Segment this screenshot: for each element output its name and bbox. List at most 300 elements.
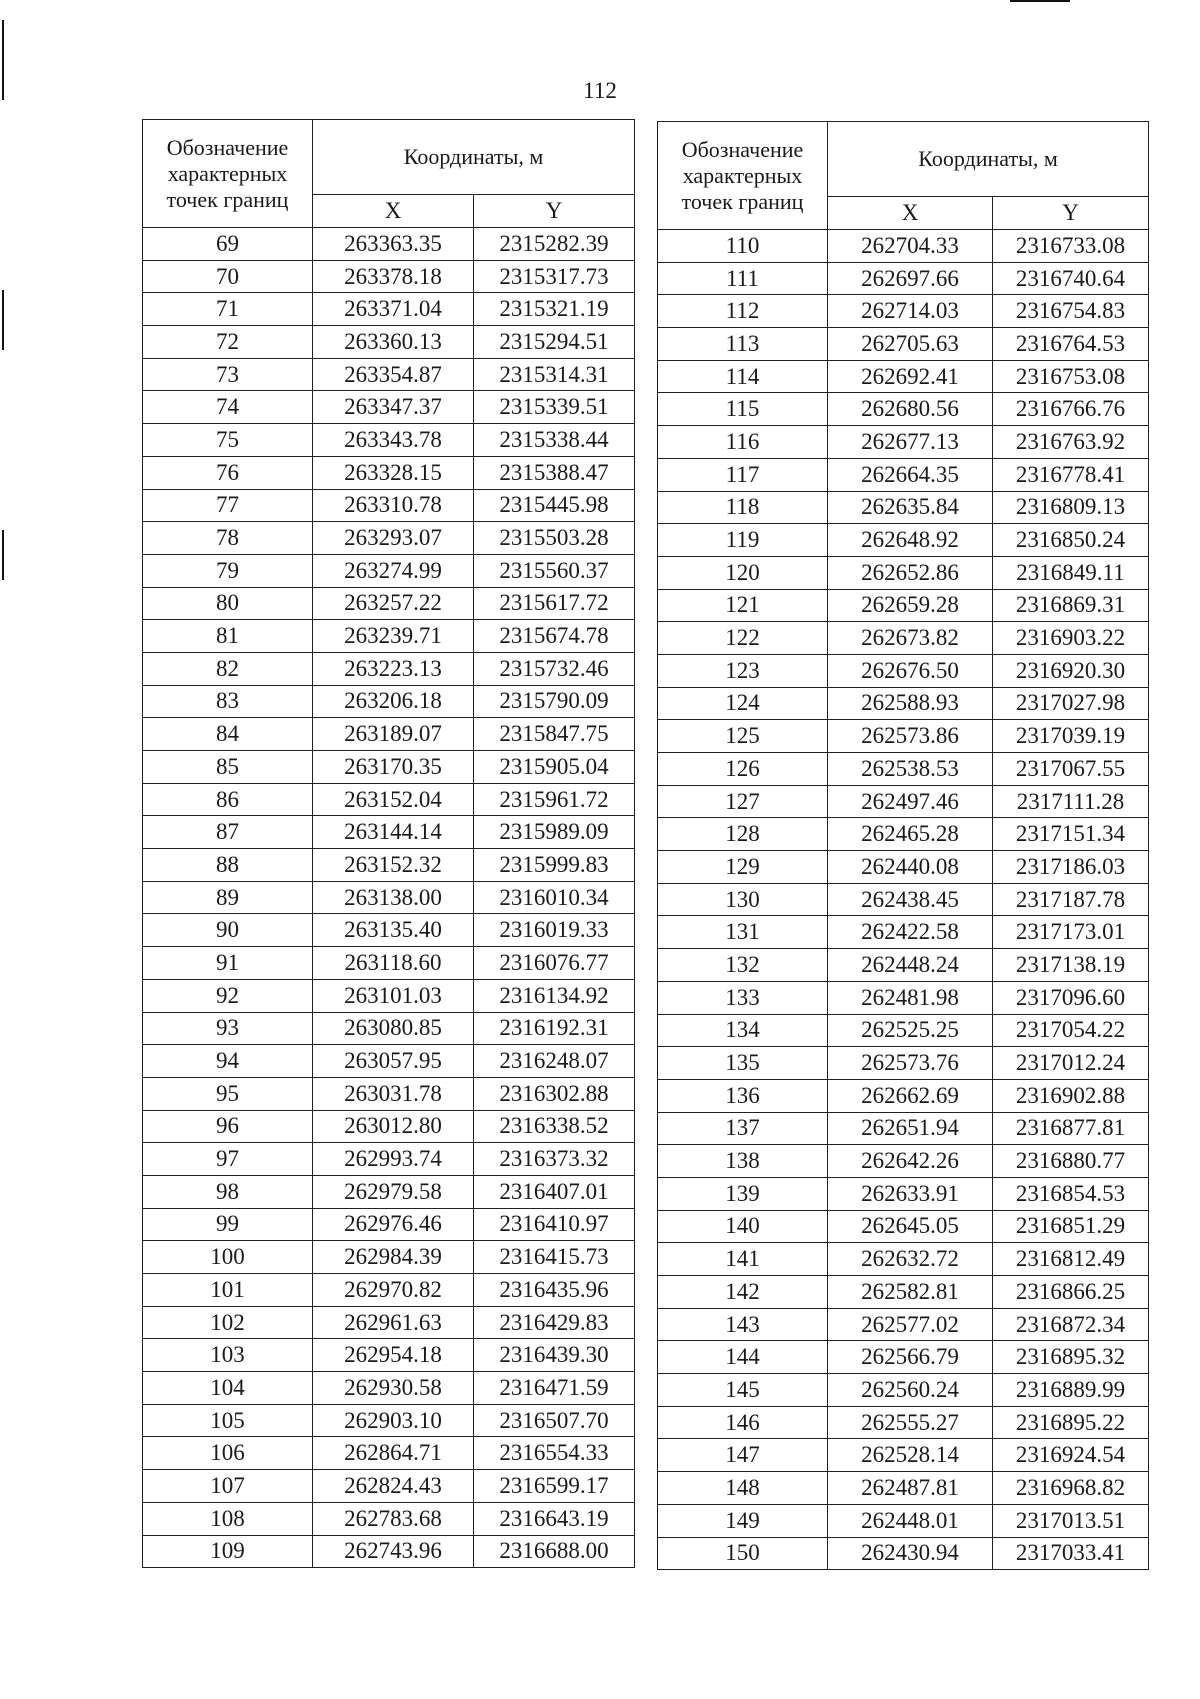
y-coordinate-cell: 2316766.76 [993,393,1149,426]
table-row [658,458,1149,491]
point-number-cell: 108 [143,1502,313,1535]
point-number-cell: 123 [658,654,828,687]
table-row [658,1341,1149,1374]
table-row [143,1045,635,1078]
x-coordinate-cell: 263170.35 [313,751,474,784]
table-row [658,1439,1149,1472]
point-number-cell: 121 [658,589,828,622]
table-row [658,556,1149,589]
table-row [658,230,1149,263]
x-coordinate-cell: 262714.03 [828,295,993,328]
point-number-cell: 131 [658,916,828,949]
x-coordinate-cell: 262525.25 [828,1014,993,1047]
point-number-cell: 136 [658,1079,828,1112]
table-row [658,1210,1149,1243]
coordinates-table-left-body [143,228,635,1568]
table-row [658,981,1149,1014]
point-number-cell: 97 [143,1143,313,1176]
y-coordinate-cell: 2316764.53 [993,328,1149,361]
x-coordinate-cell: 262566.79 [828,1341,993,1374]
table-row [658,1145,1149,1178]
x-coordinate-cell: 262979.58 [313,1175,474,1208]
table-row [143,947,635,980]
x-coordinate-cell: 263135.40 [313,914,474,947]
y-coordinate-cell: 2315339.51 [474,391,635,424]
point-number-cell: 81 [143,620,313,653]
point-number-cell: 69 [143,228,313,261]
y-coordinate-cell: 2317173.01 [993,916,1149,949]
point-designation-header: Обозначение характерных точек границ [658,122,828,230]
y-coordinate-cell: 2316877.81 [993,1112,1149,1145]
table-row [658,753,1149,786]
y-coordinate-cell: 2317111.28 [993,785,1149,818]
y-coordinate-cell: 2316902.88 [993,1079,1149,1112]
y-coordinate-cell: 2317096.60 [993,981,1149,1014]
y-coordinate-cell: 2316407.01 [474,1175,635,1208]
x-coordinate-cell: 262652.86 [828,556,993,589]
table-row [143,1110,635,1143]
table-row [658,622,1149,655]
point-number-cell: 133 [658,981,828,1014]
table-row [658,654,1149,687]
point-number-cell: 118 [658,491,828,524]
table-row [658,1374,1149,1407]
table-row [658,1406,1149,1439]
table-row [658,1537,1149,1570]
point-number-cell: 134 [658,1014,828,1047]
y-coordinate-cell: 2316134.92 [474,979,635,1012]
x-coordinate-cell: 263012.80 [313,1110,474,1143]
point-number-cell: 144 [658,1341,828,1374]
y-coordinate-cell: 2316812.49 [993,1243,1149,1276]
table-row [143,1306,635,1339]
y-coordinate-cell: 2315989.09 [474,816,635,849]
y-coordinate-cell: 2315388.47 [474,456,635,489]
y-coordinate-cell: 2316507.70 [474,1404,635,1437]
point-number-cell: 104 [143,1372,313,1405]
y-coordinate-cell: 2316019.33 [474,914,635,947]
x-coordinate-cell: 263138.00 [313,881,474,914]
y-coordinate-cell: 2315790.09 [474,685,635,718]
x-coordinate-cell: 262993.74 [313,1143,474,1176]
y-coordinate-cell: 2315282.39 [474,228,635,261]
point-number-cell: 77 [143,489,313,522]
point-number-cell: 107 [143,1470,313,1503]
x-coordinate-cell: 263378.18 [313,260,474,293]
table-row [143,228,635,261]
y-coordinate-cell: 2315294.51 [474,326,635,359]
y-coordinate-cell: 2316851.29 [993,1210,1149,1243]
y-coordinate-cell: 2316920.30 [993,654,1149,687]
point-number-cell: 83 [143,685,313,718]
table-row [143,751,635,784]
point-designation-header: Обозначение характерных точек границ [143,120,313,228]
y-coordinate-cell: 2315317.73 [474,260,635,293]
x-coordinate-cell: 263310.78 [313,489,474,522]
x-coordinate-cell: 262577.02 [828,1308,993,1341]
x-coordinate-cell: 263293.07 [313,522,474,555]
y-coordinate-cell: 2316471.59 [474,1372,635,1405]
point-number-cell: 117 [658,458,828,491]
y-coordinate-cell: 2316688.00 [474,1535,635,1568]
table-row [658,491,1149,524]
y-coordinate-cell: 2316968.82 [993,1472,1149,1505]
table-row [658,1243,1149,1276]
point-number-cell: 100 [143,1241,313,1274]
y-coordinate-cell: 2316924.54 [993,1439,1149,1472]
y-coordinate-cell: 2316872.34 [993,1308,1149,1341]
table-row [658,720,1149,753]
point-number-cell: 90 [143,914,313,947]
point-number-cell: 150 [658,1537,828,1570]
point-number-cell: 105 [143,1404,313,1437]
point-number-cell: 120 [658,556,828,589]
x-coordinate-cell: 263152.04 [313,783,474,816]
x-coordinate-cell: 262560.24 [828,1374,993,1407]
x-coordinate-cell: 262697.66 [828,262,993,295]
x-coordinate-cell: 263152.32 [313,849,474,882]
y-coordinate-cell: 2315674.78 [474,620,635,653]
y-coordinate-cell: 2317013.51 [993,1504,1149,1537]
y-coordinate-cell: 2316733.08 [993,230,1149,263]
y-coordinate-cell: 2315999.83 [474,849,635,882]
y-header: Y [474,195,635,228]
x-coordinate-cell: 262673.82 [828,622,993,655]
x-coordinate-cell: 262970.82 [313,1274,474,1307]
x-coordinate-cell: 262438.45 [828,883,993,916]
table-row [658,1177,1149,1210]
point-number-cell: 113 [658,328,828,361]
point-number-cell: 74 [143,391,313,424]
x-coordinate-cell: 263144.14 [313,816,474,849]
table-row [658,328,1149,361]
point-number-cell: 137 [658,1112,828,1145]
point-number-cell: 110 [658,230,828,263]
y-coordinate-cell: 2316740.64 [993,262,1149,295]
table-row [658,524,1149,557]
table-row [143,326,635,359]
table-row [143,1404,635,1437]
y-coordinate-cell: 2316854.53 [993,1177,1149,1210]
table-row [658,1308,1149,1341]
table-row [143,849,635,882]
y-coordinate-cell: 2316895.22 [993,1406,1149,1439]
table-row [143,979,635,1012]
x-coordinate-cell: 262664.35 [828,458,993,491]
x-coordinate-cell: 263101.03 [313,979,474,1012]
y-header: Y [993,197,1149,230]
x-coordinate-cell: 262648.92 [828,524,993,557]
x-coordinate-cell: 263371.04 [313,293,474,326]
x-coordinate-cell: 263274.99 [313,554,474,587]
table-row [658,426,1149,459]
table-row [143,1437,635,1470]
y-coordinate-cell: 2316866.25 [993,1276,1149,1309]
y-coordinate-cell: 2316869.31 [993,589,1149,622]
y-coordinate-cell: 2315617.72 [474,587,635,620]
x-coordinate-cell: 262677.13 [828,426,993,459]
table-row [658,1504,1149,1537]
table-row [143,391,635,424]
point-number-cell: 79 [143,554,313,587]
x-coordinate-cell: 262662.69 [828,1079,993,1112]
x-coordinate-cell: 262465.28 [828,818,993,851]
table-row [658,589,1149,622]
table-row [143,587,635,620]
table-row [658,883,1149,916]
y-coordinate-cell: 2316435.96 [474,1274,635,1307]
point-number-cell: 92 [143,979,313,1012]
y-coordinate-cell: 2316778.41 [993,458,1149,491]
table-row [143,489,635,522]
point-number-cell: 86 [143,783,313,816]
point-number-cell: 87 [143,816,313,849]
y-coordinate-cell: 2315961.72 [474,783,635,816]
y-coordinate-cell: 2315503.28 [474,522,635,555]
x-coordinate-cell: 262481.98 [828,981,993,1014]
point-number-cell: 126 [658,753,828,786]
point-number-cell: 143 [658,1308,828,1341]
y-coordinate-cell: 2315732.46 [474,652,635,685]
point-number-cell: 115 [658,393,828,426]
y-coordinate-cell: 2316763.92 [993,426,1149,459]
scan-edge-mark [1010,0,1070,2]
x-coordinate-cell: 262448.01 [828,1504,993,1537]
x-coordinate-cell: 263360.13 [313,326,474,359]
y-coordinate-cell: 2316599.17 [474,1470,635,1503]
table-row [143,620,635,653]
y-coordinate-cell: 2315445.98 [474,489,635,522]
point-number-cell: 147 [658,1439,828,1472]
y-coordinate-cell: 2316439.30 [474,1339,635,1372]
table-row [143,881,635,914]
point-number-cell: 88 [143,849,313,882]
point-number-cell: 128 [658,818,828,851]
table-row [658,1472,1149,1505]
table-row [658,1047,1149,1080]
x-coordinate-cell: 262582.81 [828,1276,993,1309]
y-coordinate-cell: 2316889.99 [993,1374,1149,1407]
x-coordinate-cell: 262448.24 [828,949,993,982]
x-coordinate-cell: 262651.94 [828,1112,993,1145]
table-row [143,424,635,457]
y-coordinate-cell: 2317027.98 [993,687,1149,720]
x-coordinate-cell: 262497.46 [828,785,993,818]
table-row [658,687,1149,720]
table-row [143,293,635,326]
y-coordinate-cell: 2317067.55 [993,753,1149,786]
x-coordinate-cell: 262930.58 [313,1372,474,1405]
table-row [658,1079,1149,1112]
point-number-cell: 95 [143,1077,313,1110]
point-number-cell: 70 [143,260,313,293]
point-number-cell: 130 [658,883,828,916]
x-coordinate-cell: 262692.41 [828,360,993,393]
table-row [658,785,1149,818]
point-number-cell: 99 [143,1208,313,1241]
y-coordinate-cell: 2316010.34 [474,881,635,914]
y-coordinate-cell: 2315314.31 [474,358,635,391]
x-coordinate-cell: 263080.85 [313,1012,474,1045]
table-row [658,851,1149,884]
x-coordinate-cell: 263206.18 [313,685,474,718]
x-coordinate-cell: 263118.60 [313,947,474,980]
point-number-cell: 145 [658,1374,828,1407]
y-coordinate-cell: 2316895.32 [993,1341,1149,1374]
point-number-cell: 80 [143,587,313,620]
y-coordinate-cell: 2316903.22 [993,622,1149,655]
y-coordinate-cell: 2315338.44 [474,424,635,457]
coordinates-table-right [657,121,1149,1570]
x-coordinate-cell: 262676.50 [828,654,993,687]
table-row [143,914,635,947]
y-coordinate-cell: 2317033.41 [993,1537,1149,1570]
x-header: X [313,195,474,228]
x-coordinate-cell: 263057.95 [313,1045,474,1078]
point-number-cell: 72 [143,326,313,359]
table-row [658,1112,1149,1145]
table-row [143,358,635,391]
y-coordinate-cell: 2316192.31 [474,1012,635,1045]
x-coordinate-cell: 262573.76 [828,1047,993,1080]
x-coordinate-cell: 262704.33 [828,230,993,263]
table-row [143,1077,635,1110]
point-number-cell: 146 [658,1406,828,1439]
x-coordinate-cell: 263189.07 [313,718,474,751]
x-coordinate-cell: 262430.94 [828,1537,993,1570]
table-row [658,1014,1149,1047]
x-coordinate-cell: 262659.28 [828,589,993,622]
point-number-cell: 109 [143,1535,313,1568]
table-row [658,916,1149,949]
y-coordinate-cell: 2316373.32 [474,1143,635,1176]
point-number-cell: 94 [143,1045,313,1078]
y-coordinate-cell: 2316753.08 [993,360,1149,393]
coordinates-table-right-body [658,230,1149,1570]
x-coordinate-cell: 263343.78 [313,424,474,457]
y-coordinate-cell: 2315847.75 [474,718,635,751]
x-coordinate-cell: 262645.05 [828,1210,993,1243]
point-number-cell: 71 [143,293,313,326]
y-coordinate-cell: 2316809.13 [993,491,1149,524]
x-coordinate-cell: 262705.63 [828,328,993,361]
y-coordinate-cell: 2316302.88 [474,1077,635,1110]
y-coordinate-cell: 2316338.52 [474,1110,635,1143]
table-row [143,1175,635,1208]
x-header: X [828,197,993,230]
point-number-cell: 98 [143,1175,313,1208]
table-row [658,295,1149,328]
page-number: 112 [583,78,617,103]
x-coordinate-cell: 263347.37 [313,391,474,424]
scan-edge-mark [2,530,4,580]
table-row [658,818,1149,851]
y-coordinate-cell: 2316880.77 [993,1145,1149,1178]
x-coordinate-cell: 262954.18 [313,1339,474,1372]
scan-edge-mark [2,290,4,350]
point-number-cell: 82 [143,652,313,685]
point-number-cell: 142 [658,1276,828,1309]
table-row [143,783,635,816]
y-coordinate-cell: 2317187.78 [993,883,1149,916]
table-row [143,456,635,489]
table-row [143,1012,635,1045]
table-row [143,1372,635,1405]
y-coordinate-cell: 2315321.19 [474,293,635,326]
point-number-cell: 112 [658,295,828,328]
y-coordinate-cell: 2316754.83 [993,295,1149,328]
point-number-cell: 139 [658,1177,828,1210]
x-coordinate-cell: 262528.14 [828,1439,993,1472]
x-coordinate-cell: 263354.87 [313,358,474,391]
point-number-cell: 73 [143,358,313,391]
y-coordinate-cell: 2317054.22 [993,1014,1149,1047]
table-row [143,652,635,685]
x-coordinate-cell: 263031.78 [313,1077,474,1110]
table-row [143,260,635,293]
x-coordinate-cell: 262588.93 [828,687,993,720]
x-coordinate-cell: 262680.56 [828,393,993,426]
y-coordinate-cell: 2316643.19 [474,1502,635,1535]
x-coordinate-cell: 263328.15 [313,456,474,489]
x-coordinate-cell: 262903.10 [313,1404,474,1437]
x-coordinate-cell: 262632.72 [828,1243,993,1276]
point-number-cell: 106 [143,1437,313,1470]
x-coordinate-cell: 262961.63 [313,1306,474,1339]
point-number-cell: 132 [658,949,828,982]
y-coordinate-cell: 2316415.73 [474,1241,635,1274]
point-number-cell: 91 [143,947,313,980]
x-coordinate-cell: 262642.26 [828,1145,993,1178]
table-row [143,1502,635,1535]
x-coordinate-cell: 262573.86 [828,720,993,753]
point-number-cell: 101 [143,1274,313,1307]
y-coordinate-cell: 2316248.07 [474,1045,635,1078]
point-number-cell: 96 [143,1110,313,1143]
y-coordinate-cell: 2315560.37 [474,554,635,587]
point-number-cell: 116 [658,426,828,459]
y-coordinate-cell: 2316076.77 [474,947,635,980]
table-row [143,1339,635,1372]
x-coordinate-cell: 262440.08 [828,851,993,884]
y-coordinate-cell: 2316410.97 [474,1208,635,1241]
point-number-cell: 111 [658,262,828,295]
x-coordinate-cell: 262783.68 [313,1502,474,1535]
point-number-cell: 141 [658,1243,828,1276]
x-coordinate-cell: 263223.13 [313,652,474,685]
coordinates-table-left [142,119,635,1568]
y-coordinate-cell: 2316429.83 [474,1306,635,1339]
y-coordinate-cell: 2316554.33 [474,1437,635,1470]
table-row [143,1274,635,1307]
x-coordinate-cell: 262984.39 [313,1241,474,1274]
x-coordinate-cell: 262422.58 [828,916,993,949]
coordinates-header: Координаты, м [828,122,1149,197]
x-coordinate-cell: 263257.22 [313,587,474,620]
table-row [143,1535,635,1568]
table-row [143,1143,635,1176]
point-number-cell: 125 [658,720,828,753]
point-number-cell: 135 [658,1047,828,1080]
table-row [658,1276,1149,1309]
x-coordinate-cell: 263239.71 [313,620,474,653]
table-row [143,685,635,718]
y-coordinate-cell: 2317012.24 [993,1047,1149,1080]
y-coordinate-cell: 2317138.19 [993,949,1149,982]
table-row [658,949,1149,982]
coordinates-header: Координаты, м [313,120,635,195]
table-row [143,554,635,587]
